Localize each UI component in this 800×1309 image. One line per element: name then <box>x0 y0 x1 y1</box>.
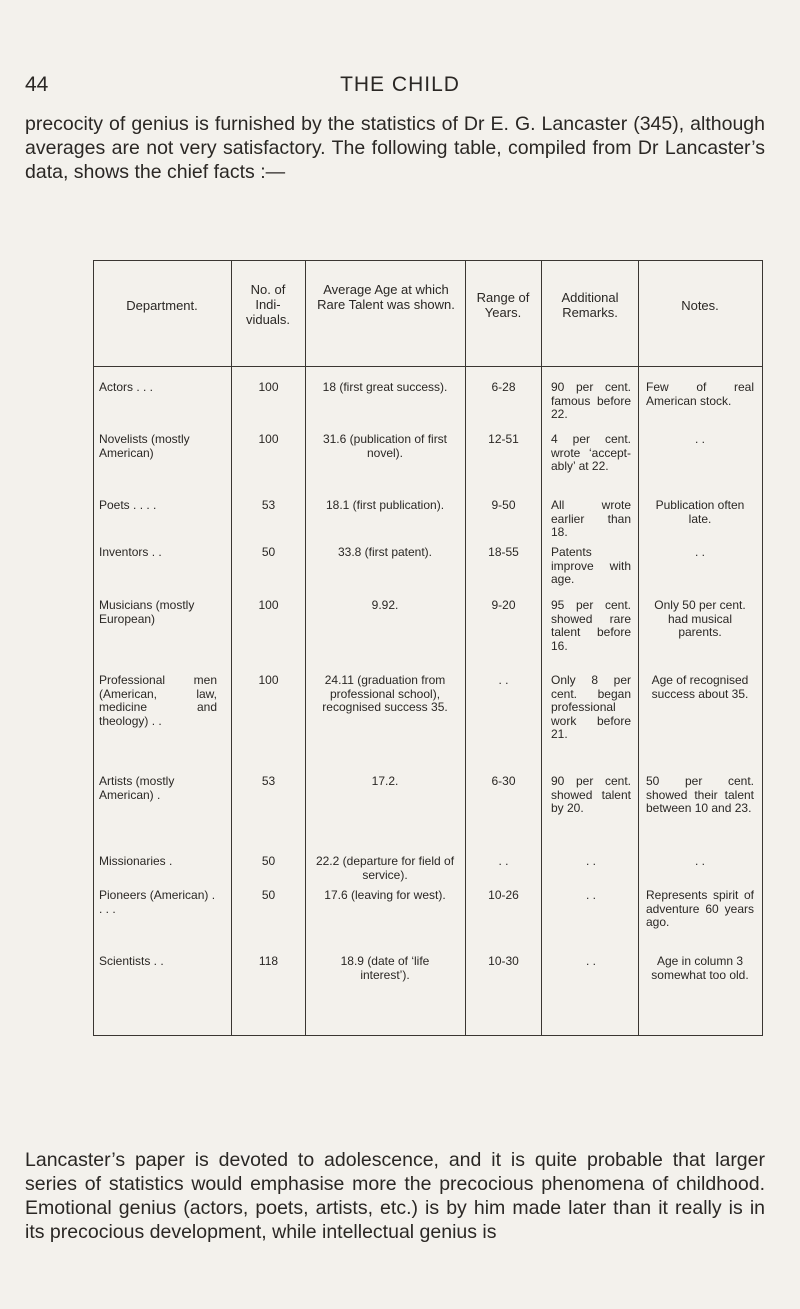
cell-department: Pioneers (American) . . . . <box>99 888 216 916</box>
table-border-left <box>93 260 94 1036</box>
statistics-table <box>93 260 763 1036</box>
cell-average: 33.8 (first patent). <box>337 545 433 559</box>
cell-department: Novelists (mostly American) <box>99 432 190 460</box>
cell-range: 10-26 <box>488 888 519 902</box>
cell-range: 12-51 <box>488 432 519 446</box>
cell-department: Scientists . . <box>99 954 164 968</box>
cell-notes: . . <box>694 854 705 868</box>
cell-average: 31.6 (publication of first novel). <box>322 432 448 460</box>
cell-remarks: . . <box>585 888 596 902</box>
col-divider <box>305 260 306 1036</box>
cell-remarks: Patents improve with age. <box>551 545 631 586</box>
cell-remarks: 90 per cent. famous before 22. <box>551 380 631 421</box>
cell-department: Musicians (mostly European) <box>99 598 195 626</box>
table-border-top <box>93 260 763 261</box>
header-range: Range of Years. <box>476 290 530 320</box>
cell-department: Professional men (American, law, medicine and theology) . . <box>99 673 217 728</box>
intro-paragraph: precocity of genius is furnished by the statistics of Dr E. G. Lancaster (345), although averages are not very satisfactory. The following table, compiled from Dr Lancaster’s data, shows the chief facts :— <box>25 113 765 183</box>
cell-individuals: 53 <box>261 774 276 788</box>
cell-range: 9-20 <box>491 598 516 612</box>
cell-range: . . <box>498 673 509 687</box>
header-remarks: Additional Remarks. <box>561 290 619 320</box>
cell-average: 17.2. <box>371 774 399 788</box>
page-header <box>0 73 800 103</box>
cell-average: 18 (first great success). <box>322 380 448 394</box>
cell-notes: 50 per cent. showed their talent between 10 and 23. <box>646 774 754 815</box>
col-divider <box>541 260 542 1036</box>
header-average-age: Average Age at which Rare Talent was shown. <box>317 282 455 312</box>
cell-department: Artists (mostly American) . <box>99 774 175 802</box>
cell-range: . . <box>498 854 509 868</box>
cell-individuals: 100 <box>258 380 279 394</box>
page-number: 44 <box>25 73 49 96</box>
cell-notes: . . <box>694 545 705 559</box>
cell-notes: . . <box>694 432 705 446</box>
cell-department: Poets . . . . <box>99 498 157 512</box>
cell-individuals: 100 <box>258 598 279 612</box>
cell-individuals: 100 <box>258 673 279 687</box>
col-divider <box>465 260 466 1036</box>
cell-range: 10-30 <box>488 954 519 968</box>
cell-department: Inventors . . <box>99 545 162 559</box>
cell-average: 9.92. <box>371 598 399 612</box>
cell-range: 9-50 <box>491 498 516 512</box>
col-divider <box>638 260 639 1036</box>
cell-department: Actors . . . <box>99 380 154 394</box>
cell-individuals: 53 <box>261 498 276 512</box>
cell-range: 6-28 <box>491 380 516 394</box>
cell-remarks: . . <box>585 954 596 968</box>
cell-average: 18.9 (date of ‘life interest’). <box>340 954 430 982</box>
cell-remarks: 4 per cent. wrote ‘accept-ably’ at 22. <box>551 432 631 473</box>
cell-individuals: 50 <box>261 854 276 868</box>
cell-average: 22.2 (departure for field of service). <box>315 854 455 882</box>
header-department: Department. <box>126 298 198 313</box>
header-individuals: No. of Indi-viduals. <box>245 282 291 327</box>
cell-range: 18-55 <box>488 545 519 559</box>
header-rule <box>93 366 763 367</box>
cell-individuals: 118 <box>258 954 279 968</box>
cell-notes: Represents spirit of adventure 60 years ago. <box>646 888 754 929</box>
cell-average: 17.6 (leaving for west). <box>324 888 446 902</box>
cell-notes: Publication often late. <box>655 498 745 526</box>
cell-department: Missionaries . <box>99 854 173 868</box>
closing-paragraph: Lancaster’s paper is devoted to adolescence, and it is quite probable that larger series of statistics would emphasise more the precocious phenomena of childhood. Emotional genius (actors, poets, artists, etc.) is by him made later than it really is in its precocious development, while intellectual genius is <box>25 1149 765 1243</box>
table-border-right <box>762 260 763 1036</box>
header-notes: Notes. <box>681 298 719 313</box>
cell-remarks: Only 8 per cent. began professional work before 21. <box>551 673 631 741</box>
cell-individuals: 50 <box>261 545 276 559</box>
cell-remarks: All wrote earlier than 18. <box>551 498 631 539</box>
cell-range: 6-30 <box>491 774 516 788</box>
cell-notes: Age in column 3 somewhat too old. <box>651 954 749 982</box>
cell-notes: Age of recognised success about 35. <box>651 673 749 701</box>
cell-remarks: 90 per cent. showed talent by 20. <box>551 774 631 815</box>
cell-remarks: 95 per cent. showed rare talent before 16. <box>551 598 631 653</box>
cell-individuals: 50 <box>261 888 276 902</box>
cell-remarks: . . <box>585 854 596 868</box>
table-border-bottom <box>93 1035 763 1036</box>
cell-average: 24.11 (graduation from professional school), recognised success 35. <box>322 673 448 714</box>
cell-individuals: 100 <box>258 432 279 446</box>
cell-notes: Few of real American stock. <box>646 380 754 408</box>
cell-notes: Only 50 per cent. had musical parents. <box>654 598 746 639</box>
col-divider <box>231 260 232 1036</box>
running-title: THE CHILD <box>340 73 460 96</box>
cell-average: 18.1 (first publication). <box>325 498 445 512</box>
